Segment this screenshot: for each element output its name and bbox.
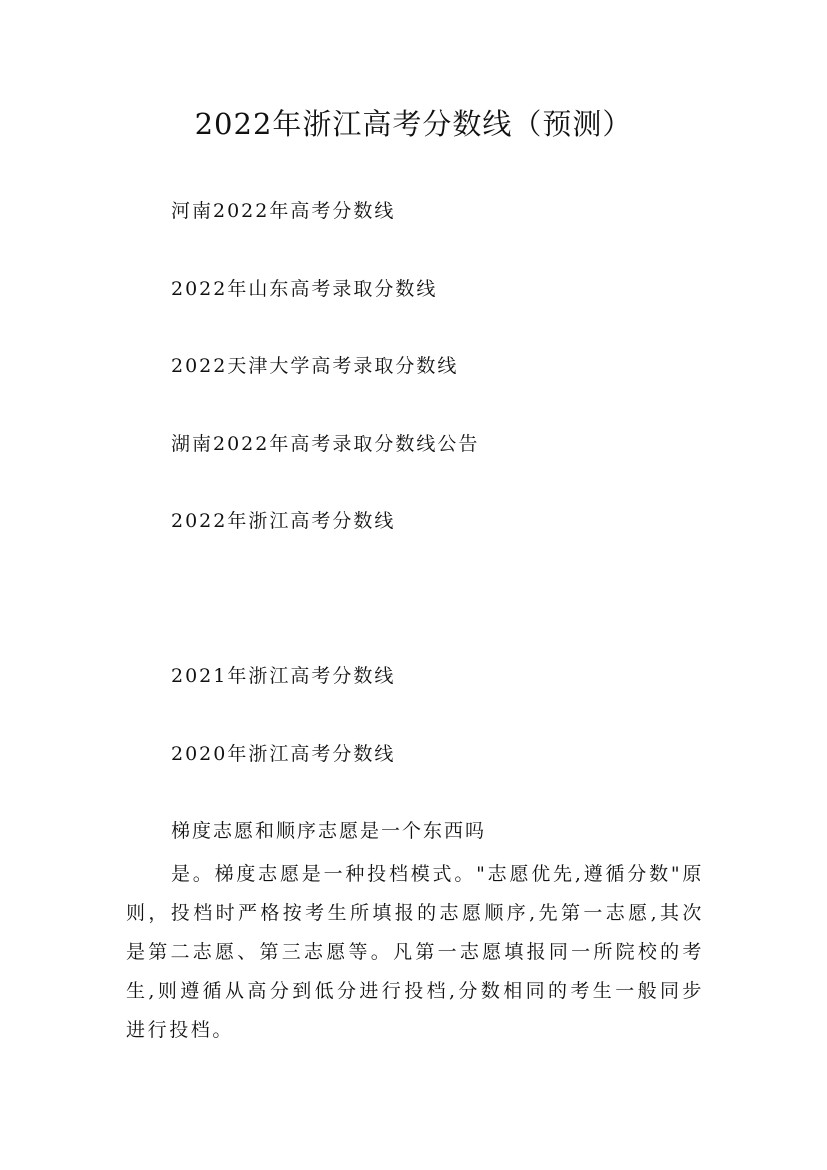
list-item: 湖南2022年高考录取分数线公告	[171, 433, 480, 455]
answer-paragraph: 是。梯度志愿是一种投档模式。"志愿优先,遵循分数"原则，投档时严格按考生所填报的志愿顺序,先第一志愿,其次是第二志愿、第三志愿等。凡第一志愿填报同一所院校的考生,则遵循从高分到低分进行投档,分数相同的考生一般同步进行投档。	[126, 863, 704, 1041]
list-item: 河南2022年高考分数线	[171, 200, 396, 222]
list-item: 2020年浙江高考分数线	[171, 743, 396, 765]
list-item: 2021年浙江高考分数线	[171, 665, 396, 687]
list-item: 2022年浙江高考分数线	[171, 510, 396, 532]
question-heading: 梯度志愿和顺序志愿是一个东西吗	[171, 820, 487, 842]
list-item: 2022年山东高考录取分数线	[171, 278, 438, 300]
document-title: 2022年浙江高考分数线（预测）	[194, 107, 633, 141]
list-item: 2022天津大学高考录取分数线	[171, 355, 459, 377]
